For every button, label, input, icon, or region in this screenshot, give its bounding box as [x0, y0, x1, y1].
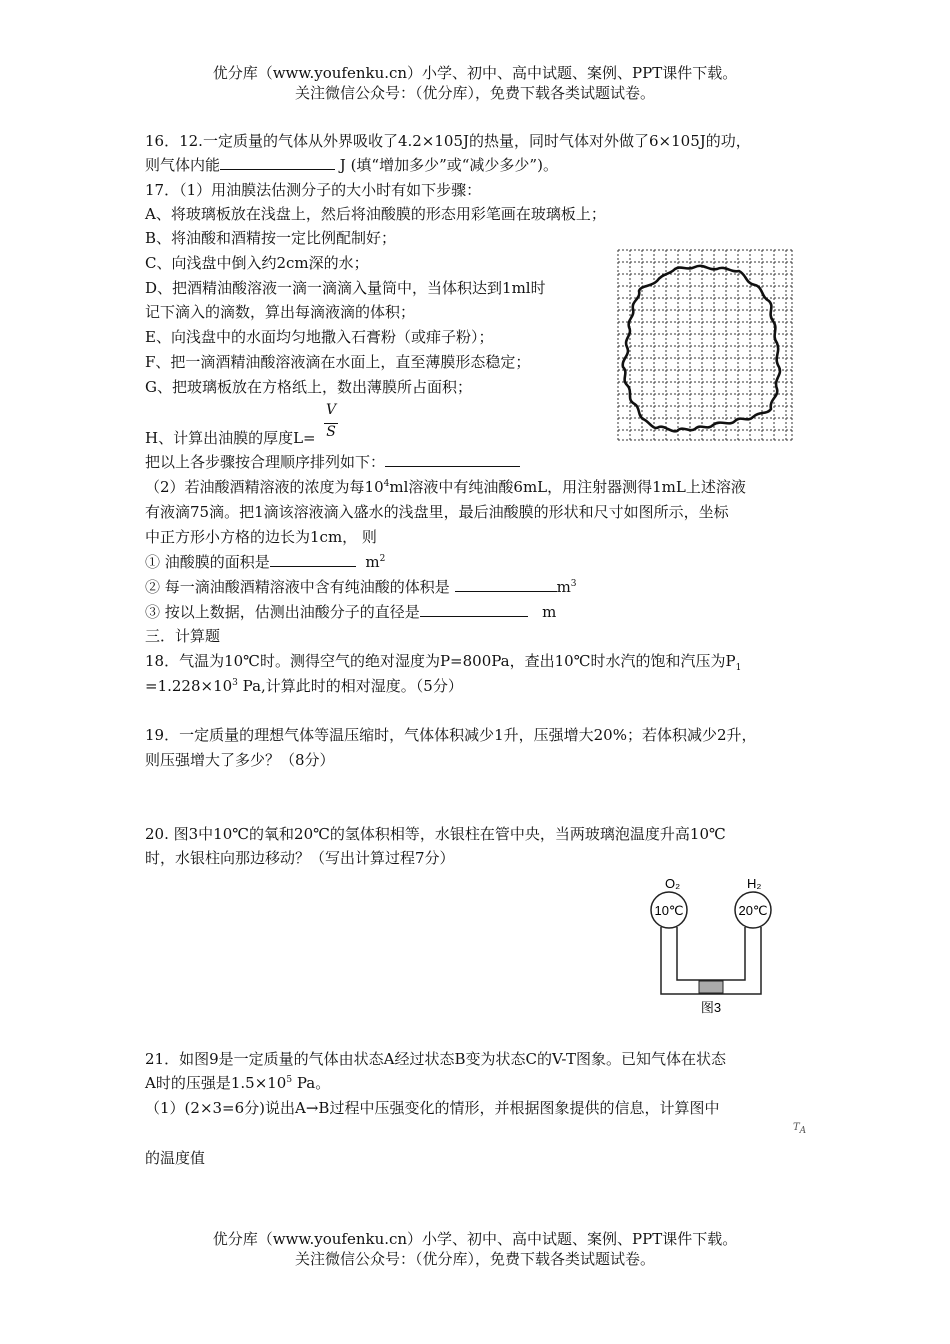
q18-line-1-text: 18．气温为10℃时。测得空气的绝对湿度为P=800Pa，查出10℃时水汽的饱和汽压为P [145, 652, 736, 670]
q17-part2-line-3: 中正方形小方格的边长为1cm， 则 [145, 528, 377, 546]
mercury-column [699, 981, 723, 993]
q17-sub-3-blank[interactable] [420, 602, 528, 617]
q17-step-e: E、向浅盘中的水面均匀地撒入石膏粉（或痱子粉）； [145, 328, 494, 346]
q17-step-d-2: 记下滴入的滴数，算出每滴液滴的体积； [145, 303, 416, 321]
q17-part2-text-b: ml溶液中有纯油酸6mL，用注射器测得1mL上述溶液 [389, 478, 746, 496]
header-line-1: 优分库（www.youfenku.cn）小学、初中、高中试题、案例、PPT课件下载。 [212, 64, 738, 82]
q18-line-1-sub: 1 [735, 663, 742, 673]
q21-line-4: 的温度值 [145, 1149, 206, 1167]
q21-line-2-a: A时的压强是1.5×10 [145, 1074, 287, 1092]
q17-step-a: A、将玻璃板放在浅盘上，然后将油酸膜的形态用彩笔画在玻璃板上； [145, 205, 606, 223]
q16-answer-blank[interactable] [220, 155, 335, 170]
q18-line-2 [145, 676, 463, 696]
q17-step-d-1: D、把酒精油酸溶液一滴一滴滴入量筒中，当体积达到1ml时 [145, 279, 546, 297]
q21-ta-sub: A [799, 1126, 807, 1136]
footer-line-2: 关注微信公众号：（优分库），免费下载各类试题试卷。 [294, 1250, 655, 1268]
fraction-denominator: S [326, 424, 336, 440]
q21-line-2-b: Pa。 [292, 1074, 331, 1092]
section-3-title: 三．计算题 [145, 627, 221, 645]
figure-3-tube-diagram [647, 872, 787, 1018]
q17-part2-text-a: （2）若油酸酒精溶液的浓度为每10 [145, 478, 384, 496]
figure-3-caption: 图3 [700, 1000, 722, 1015]
q17-step-f: F、把一滴酒精油酸溶液滴在水面上，直至薄膜形态稳定； [145, 353, 531, 371]
left-bulb-temp: 10℃ [654, 903, 684, 918]
q17-sub-1-blank[interactable] [270, 552, 356, 567]
q21-line-2-sup: 5 [286, 1075, 293, 1085]
q19-line-2: 则压强增大了多少？（8分） [145, 751, 335, 769]
q17-step-h: H、计算出油膜的厚度L= [145, 429, 316, 447]
q17-part2-line-2: 有液滴75滴。把1滴该溶液滴入盛水的浅盘里，最后油酸膜的形状和尺寸如图所示，坐标 [145, 503, 729, 521]
q17-part2-line-1 [145, 477, 746, 497]
h2-label: H₂ [747, 876, 762, 891]
q21-line-3: （1）(2×3=6分)说出A→B过程中压强变化的情形，并根据图象提供的信息，计算图中 [145, 1099, 720, 1117]
oil-film-grid-figure [617, 249, 793, 441]
q17-sub-2-unit-exp: 3 [570, 579, 577, 589]
q21-ta-letter: T [793, 1122, 800, 1133]
q17-sub-2-text: ② 每一滴油酸酒精溶液中含有纯油酸的体积是 [145, 578, 450, 596]
q17-part2-exponent: 4 [383, 479, 390, 489]
tube-inner [677, 927, 745, 980]
q17-order-label: 把以上各步骤按合理顺序排列如下： [145, 453, 386, 471]
q19-line-1: 19．一定质量的理想气体等温压缩时，气体体积减少1升，压强增大20%；若体积减少2升， [145, 726, 757, 744]
q17-sub-2 [145, 577, 577, 597]
q17-sub-1-text: ① 油酸膜的面积是 [145, 553, 270, 571]
oil-film-outline [623, 266, 780, 431]
footer-line-1: 优分库（www.youfenku.cn）小学、初中、高中试题、案例、PPT课件下载。 [212, 1230, 738, 1248]
q17-sub-1-unit: m [365, 553, 380, 571]
q16-line-2-prefix: 则气体内能 [145, 156, 221, 174]
fraction-numerator: V [325, 402, 337, 418]
q17-sub-2-blank[interactable] [455, 577, 557, 592]
header-line-2: 关注微信公众号：（优分库），免费下载各类试题试卷。 [294, 84, 655, 102]
q20-line-1: 20. 图3中10℃的氧和20℃的氢体积相等，水银柱在管中央，当两玻璃泡温度升高10℃ [145, 825, 726, 843]
q17-sub-3 [145, 602, 556, 622]
q17-step-g: G、把玻璃板放在方格纸上，数出薄膜所占面积； [145, 378, 472, 396]
q17-order-line [145, 452, 520, 472]
q17-step-b: B、将油酸和酒精按一定比例配制好； [145, 229, 397, 247]
q20-line-2: 时，水银柱向那边移动？（写出计算过程7分） [145, 849, 455, 867]
q17-sub-1 [145, 552, 385, 572]
right-bulb-temp: 20℃ [738, 903, 768, 918]
q16-line-1: 16．12.一定质量的气体从外界吸收了4.2×105J的热量，同时气体对外做了6×105J的功， [145, 132, 751, 150]
q17-step-c: C、向浅盘中倒入约2cm深的水； [145, 254, 369, 272]
q17-order-blank[interactable] [385, 452, 520, 467]
q17-sub-3-text: ③ 按以上数据，估测出油酸分子的直径是 [145, 603, 420, 621]
q17-sub-2-unit: m [556, 578, 571, 596]
o2-label: O₂ [665, 876, 681, 891]
q21-line-1: 21．如图9是一定质量的气体由状态A经过状态B变为状态C的V-T图象。已知气体在状态 [145, 1050, 726, 1068]
q18-line-2-sup: 3 [232, 678, 238, 688]
q16-line-2 [145, 155, 558, 175]
q18-line-2-b: Pa,计算此时的相对湿度。（5分） [237, 677, 463, 695]
q17-sub-1-unit-exp: 2 [379, 554, 386, 564]
q18-line-1 [145, 651, 741, 671]
q17-sub-3-unit: m [542, 603, 557, 621]
q17-title: 17．（1）用油膜法估测分子的大小时有如下步骤： [145, 181, 482, 199]
q21-ta-symbol [793, 1118, 806, 1138]
q21-line-2 [145, 1073, 330, 1093]
q16-line-2-suffix: J (填“增加多少”或“减少多少”)。 [339, 156, 558, 174]
q18-line-2-a: =1.228×10 [145, 677, 233, 695]
